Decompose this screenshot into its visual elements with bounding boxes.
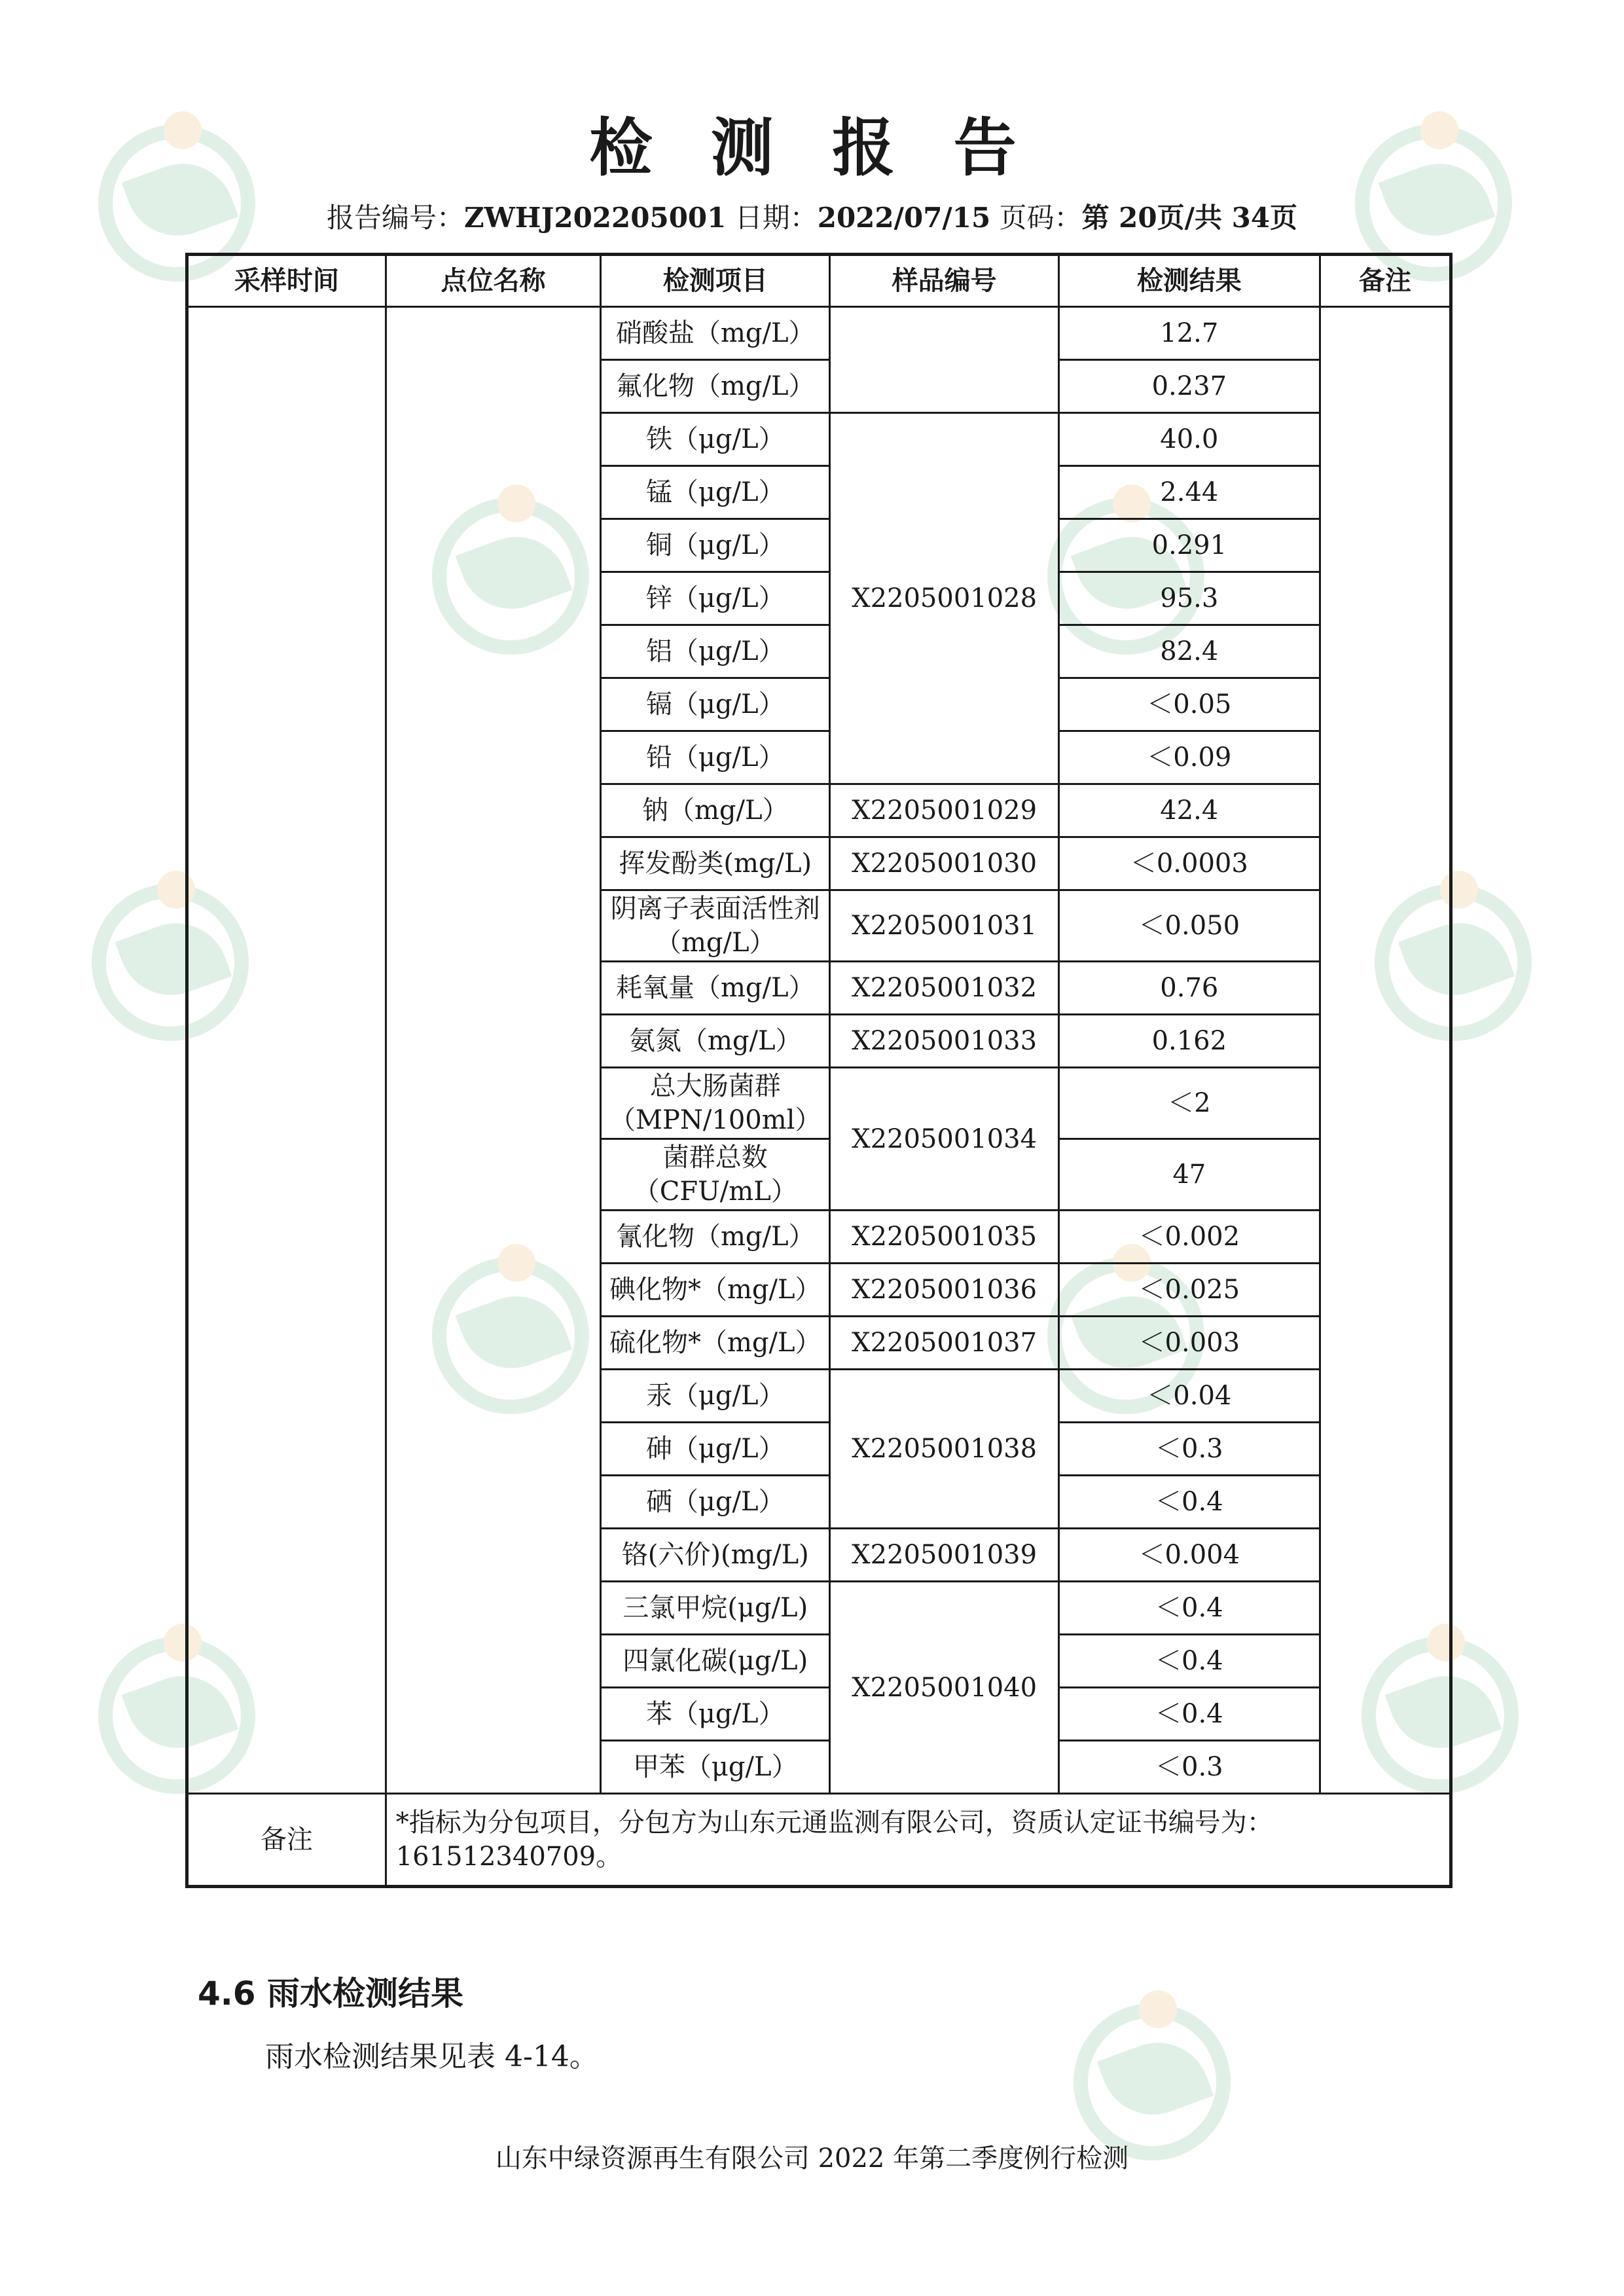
test-item: 菌群总数（CFU/mL） [601,1139,830,1211]
sampling-time-cell [187,307,386,1794]
test-item: 铬(六价)(mg/L) [601,1529,830,1582]
header-sampling-time: 采样时间 [187,255,386,307]
test-item: 镉（μg/L） [601,678,830,731]
test-item: 硒（μg/L） [601,1476,830,1529]
test-item: 汞（μg/L） [601,1370,830,1423]
test-result: ＜0.004 [1058,1529,1320,1582]
report-no: ZWHJ202205001 [463,202,727,234]
section-paragraph: 雨水检测结果见表 4-14。 [265,2040,598,2073]
test-result: 0.291 [1058,519,1320,572]
test-result: 82.4 [1058,625,1320,678]
test-result: 95.3 [1058,572,1320,625]
test-item: 苯（μg/L） [601,1688,830,1741]
sample-id: X2205001034 [830,1068,1059,1211]
test-item: 铜（μg/L） [601,519,830,572]
test-item: 铝（μg/L） [601,625,830,678]
sample-id: X2205001031 [830,890,1059,962]
test-result: 42.4 [1058,784,1320,837]
test-result: ＜0.3 [1058,1741,1320,1794]
test-item: 铅（μg/L） [601,731,830,784]
page-title: 检 测 报 告 [589,111,1035,185]
test-item: 铁（μg/L） [601,413,830,466]
remark-cell [1320,307,1451,1794]
sample-id: X2205001028 [830,413,1059,784]
test-result: ＜0.4 [1058,1476,1320,1529]
test-item: 总大肠菌群（MPN/100ml） [601,1068,830,1139]
test-result: 40.0 [1058,413,1320,466]
test-item: 砷（μg/L） [601,1423,830,1476]
test-item: 挥发酚类(mg/L) [601,837,830,890]
test-result: ＜0.002 [1058,1211,1320,1264]
table-header-row [187,255,1451,307]
site-name-cell [386,307,601,1794]
test-result: ＜0.3 [1058,1423,1320,1476]
header-sample-id: 样品编号 [830,255,1059,307]
report-no-label: 报告编号： [326,202,464,234]
note-text: *指标为分包项目，分包方为山东元通监测有限公司，资质认定证书编号为：161512340709。 [386,1794,1451,1887]
test-item: 四氯化碳(μg/L) [601,1635,830,1688]
test-result: ＜0.003 [1058,1317,1320,1370]
test-item: 硝酸盐（mg/L） [601,307,830,360]
test-result: ＜2 [1058,1068,1320,1139]
results-table [185,253,1453,1888]
sample-id: X2205001040 [830,1582,1059,1794]
test-result: ＜0.09 [1058,731,1320,784]
page-footer: 山东中绿资源再生有限公司 2022 年第二季度例行检测 [495,2143,1129,2174]
test-result: 0.76 [1058,962,1320,1015]
test-item: 氟化物（mg/L） [601,360,830,413]
test-result: 12.7 [1058,307,1320,360]
test-item: 阴离子表面活性剂（mg/L） [601,890,830,962]
test-item: 氨氮（mg/L） [601,1015,830,1068]
page-number: 第 20页/共 34页 [1081,202,1298,234]
sample-id: X2205001037 [830,1317,1059,1370]
test-result: 2.44 [1058,466,1320,519]
test-result: 0.237 [1058,360,1320,413]
sample-id: X2205001038 [830,1370,1059,1529]
page-label: 页码： [990,202,1082,234]
test-result: ＜0.4 [1058,1688,1320,1741]
note-label: 备注 [187,1794,386,1887]
sample-id: X2205001033 [830,1015,1059,1068]
test-item: 三氯甲烷(μg/L) [601,1582,830,1635]
test-result: ＜0.4 [1058,1582,1320,1635]
table-row [187,307,1451,360]
test-result: 0.162 [1058,1015,1320,1068]
sample-id: X2205001036 [830,1264,1059,1317]
header-remark: 备注 [1320,255,1451,307]
test-result: ＜0.0003 [1058,837,1320,890]
test-result: ＜0.025 [1058,1264,1320,1317]
test-result: ＜0.4 [1058,1635,1320,1688]
test-result: ＜0.050 [1058,890,1320,962]
test-item: 锌（μg/L） [601,572,830,625]
report-date: 2022/07/15 [817,202,991,234]
test-result: ＜0.04 [1058,1370,1320,1423]
sample-id: X2205001032 [830,962,1059,1015]
test-item: 氰化物（mg/L） [601,1211,830,1264]
sample-id: X2205001030 [830,837,1059,890]
test-item: 甲苯（μg/L） [601,1741,830,1794]
test-item: 耗氧量（mg/L） [601,962,830,1015]
test-item: 锰（μg/L） [601,466,830,519]
test-result: ＜0.05 [1058,678,1320,731]
section-heading: 4.6 雨水检测结果 [198,1975,463,2013]
note-row [187,1794,1451,1887]
test-result: 47 [1058,1139,1320,1211]
report-meta [0,196,1624,236]
test-item: 钠（mg/L） [601,784,830,837]
date-label: 日期： [726,202,818,234]
sample-id: X2205001035 [830,1211,1059,1264]
header-site-name: 点位名称 [386,255,601,307]
header-result: 检测结果 [1058,255,1320,307]
header-test-item: 检测项目 [601,255,830,307]
sample-id [830,307,1059,413]
test-item: 碘化物*（mg/L） [601,1264,830,1317]
sample-id: X2205001039 [830,1529,1059,1582]
test-item: 硫化物*（mg/L） [601,1317,830,1370]
sample-id: X2205001029 [830,784,1059,837]
